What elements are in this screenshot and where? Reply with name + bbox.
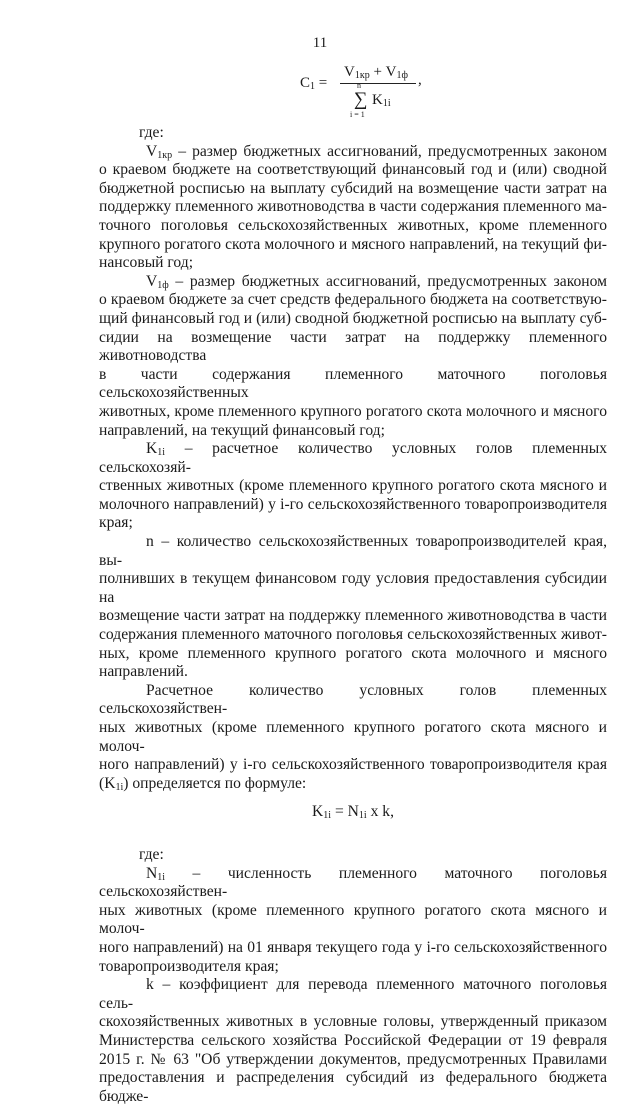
text-line: крупного рогатого скота молочного и мясного направлений, на текущий фи- [99, 235, 607, 253]
text-line: скохозяйственных животных в условные головы, утвержденный приказом [99, 1013, 607, 1031]
text-line: направлений, на текущий финансовый год; [99, 421, 385, 439]
gde-label-2: где: [139, 845, 164, 863]
text-line: поддержку племенного животноводства в части содержания племенного ма- [99, 198, 607, 216]
text-line: товаропроизводителя края; [99, 957, 279, 975]
text-line: бюджетной росписью на выплату субсидий на возмещение части затрат на [99, 179, 607, 197]
definition-n [99, 533, 607, 682]
gde-label-1: где: [139, 124, 164, 141]
text-line: n – количество сельскохозяйственных товаропроизводителей края, вы- [99, 533, 607, 569]
formula-c1 [300, 62, 440, 122]
text-line: 2015 г. № 63 "Об утверждении документов, предусмотренных Правилами [99, 1050, 607, 1068]
text-line: животных, кроме племенного крупного рогатого скота молочного и мясного [99, 402, 607, 420]
text-line: щий финансовый год и (или) сводной бюджетной росписью на выплату суб- [99, 309, 607, 327]
text-line: сидии на возмещение части затрат на поддержку племенного животноводства [99, 328, 607, 365]
text-line: о краевом бюджете за счет средств федерального бюджета на соответствую- [99, 291, 607, 309]
text-line: полнивших в текущем финансовом году условия предоставления субсидии на [99, 570, 607, 606]
page-number: 11 [312, 35, 328, 51]
text-line: ного направлений) у i-го сельскохозяйственного товаропроизводителя края [99, 756, 607, 774]
formula-comma: , [418, 72, 422, 88]
text-line: ственных животных (кроме племенного крупного рогатого скота мясного и [99, 477, 607, 495]
text-line: в части содержания племенного маточного поголовья сельскохозяйственных [99, 365, 607, 402]
document-body [99, 124, 607, 1106]
formula-lhs: $C_1$ = [300, 75, 328, 92]
text-line: Министерства сельского хозяйства Российской Федерации от 19 февраля [99, 1031, 607, 1049]
formula-numerator: $V_{1кр} + V_{1ф}$ [344, 64, 408, 81]
text-line: $N_{1i}$ – численность племенного маточного поголовья сельскохозяйствен- [99, 864, 607, 901]
text-line: $V_{1ф}$ – размер бюджетных ассигнований, предусмотренных законом [146, 272, 607, 291]
text-line: ных, кроме племенного крупного рогатого скота молочного и мясного [99, 644, 607, 662]
text-line: о краевом бюджете на соответствующий финансовый год и (или) сводной [99, 161, 607, 179]
fraction-bar [340, 83, 416, 84]
text-line: точного поголовья сельскохозяйственных животных, кроме племенного [99, 216, 607, 234]
definition-n1i [99, 865, 607, 977]
text-line: $(K_{1i})$ определяется по формуле: [99, 774, 307, 793]
text-line: ных животных (кроме племенного крупного рогатого скота мясного и молоч- [99, 901, 607, 938]
text-line: содержания племенного маточного поголовья сельскохозяйственных живот- [99, 626, 607, 644]
sum-upper-limit: n [357, 81, 361, 90]
text-line: нансовый год; [99, 254, 194, 272]
definition-k [99, 976, 607, 1106]
sum-symbol: ∑ [354, 89, 368, 110]
text-line: предоставления и распределения субсидий из федерального бюджета бюдже- [99, 1069, 607, 1105]
sum-expression: $K_{1i}$ [372, 92, 391, 109]
definition-k1i [99, 440, 607, 533]
paragraph-calculation [99, 682, 607, 794]
sum-lower-limit: i = 1 [350, 110, 365, 119]
text-line: возмещение части затрат на поддержку племенного животноводства в части [99, 607, 607, 625]
text-line: ных животных (кроме племенного крупного рогатого скота мясного и молоч- [99, 719, 607, 755]
text-line: ного направлений) на 01 января текущего года у i-го сельскохозяйственного [99, 938, 607, 956]
text-line: $K_{1i}$ – расчетное количество условных голов племенных сельскохозяй- [99, 440, 607, 476]
text-line: $V_{1кр}$ – размер бюджетных ассигнований, предусмотренных законом [146, 142, 607, 161]
text-line: k – коэффициент для перевода племенного маточного поголовья сель- [99, 976, 607, 1012]
text-line: направлений. [99, 663, 188, 681]
text-line: Расчетное количество условных голов племенных сельскохозяйствен- [99, 681, 607, 718]
formula-k1i: $K_{1i} = N_{1i}$ x k, [312, 803, 394, 822]
text-line: края; [99, 514, 133, 532]
definition-v1f [99, 273, 607, 440]
text-line: молочного направлений) у i-го сельскохозяйственного товаропроизводителя [99, 495, 607, 513]
definition-v1kr [99, 143, 607, 273]
